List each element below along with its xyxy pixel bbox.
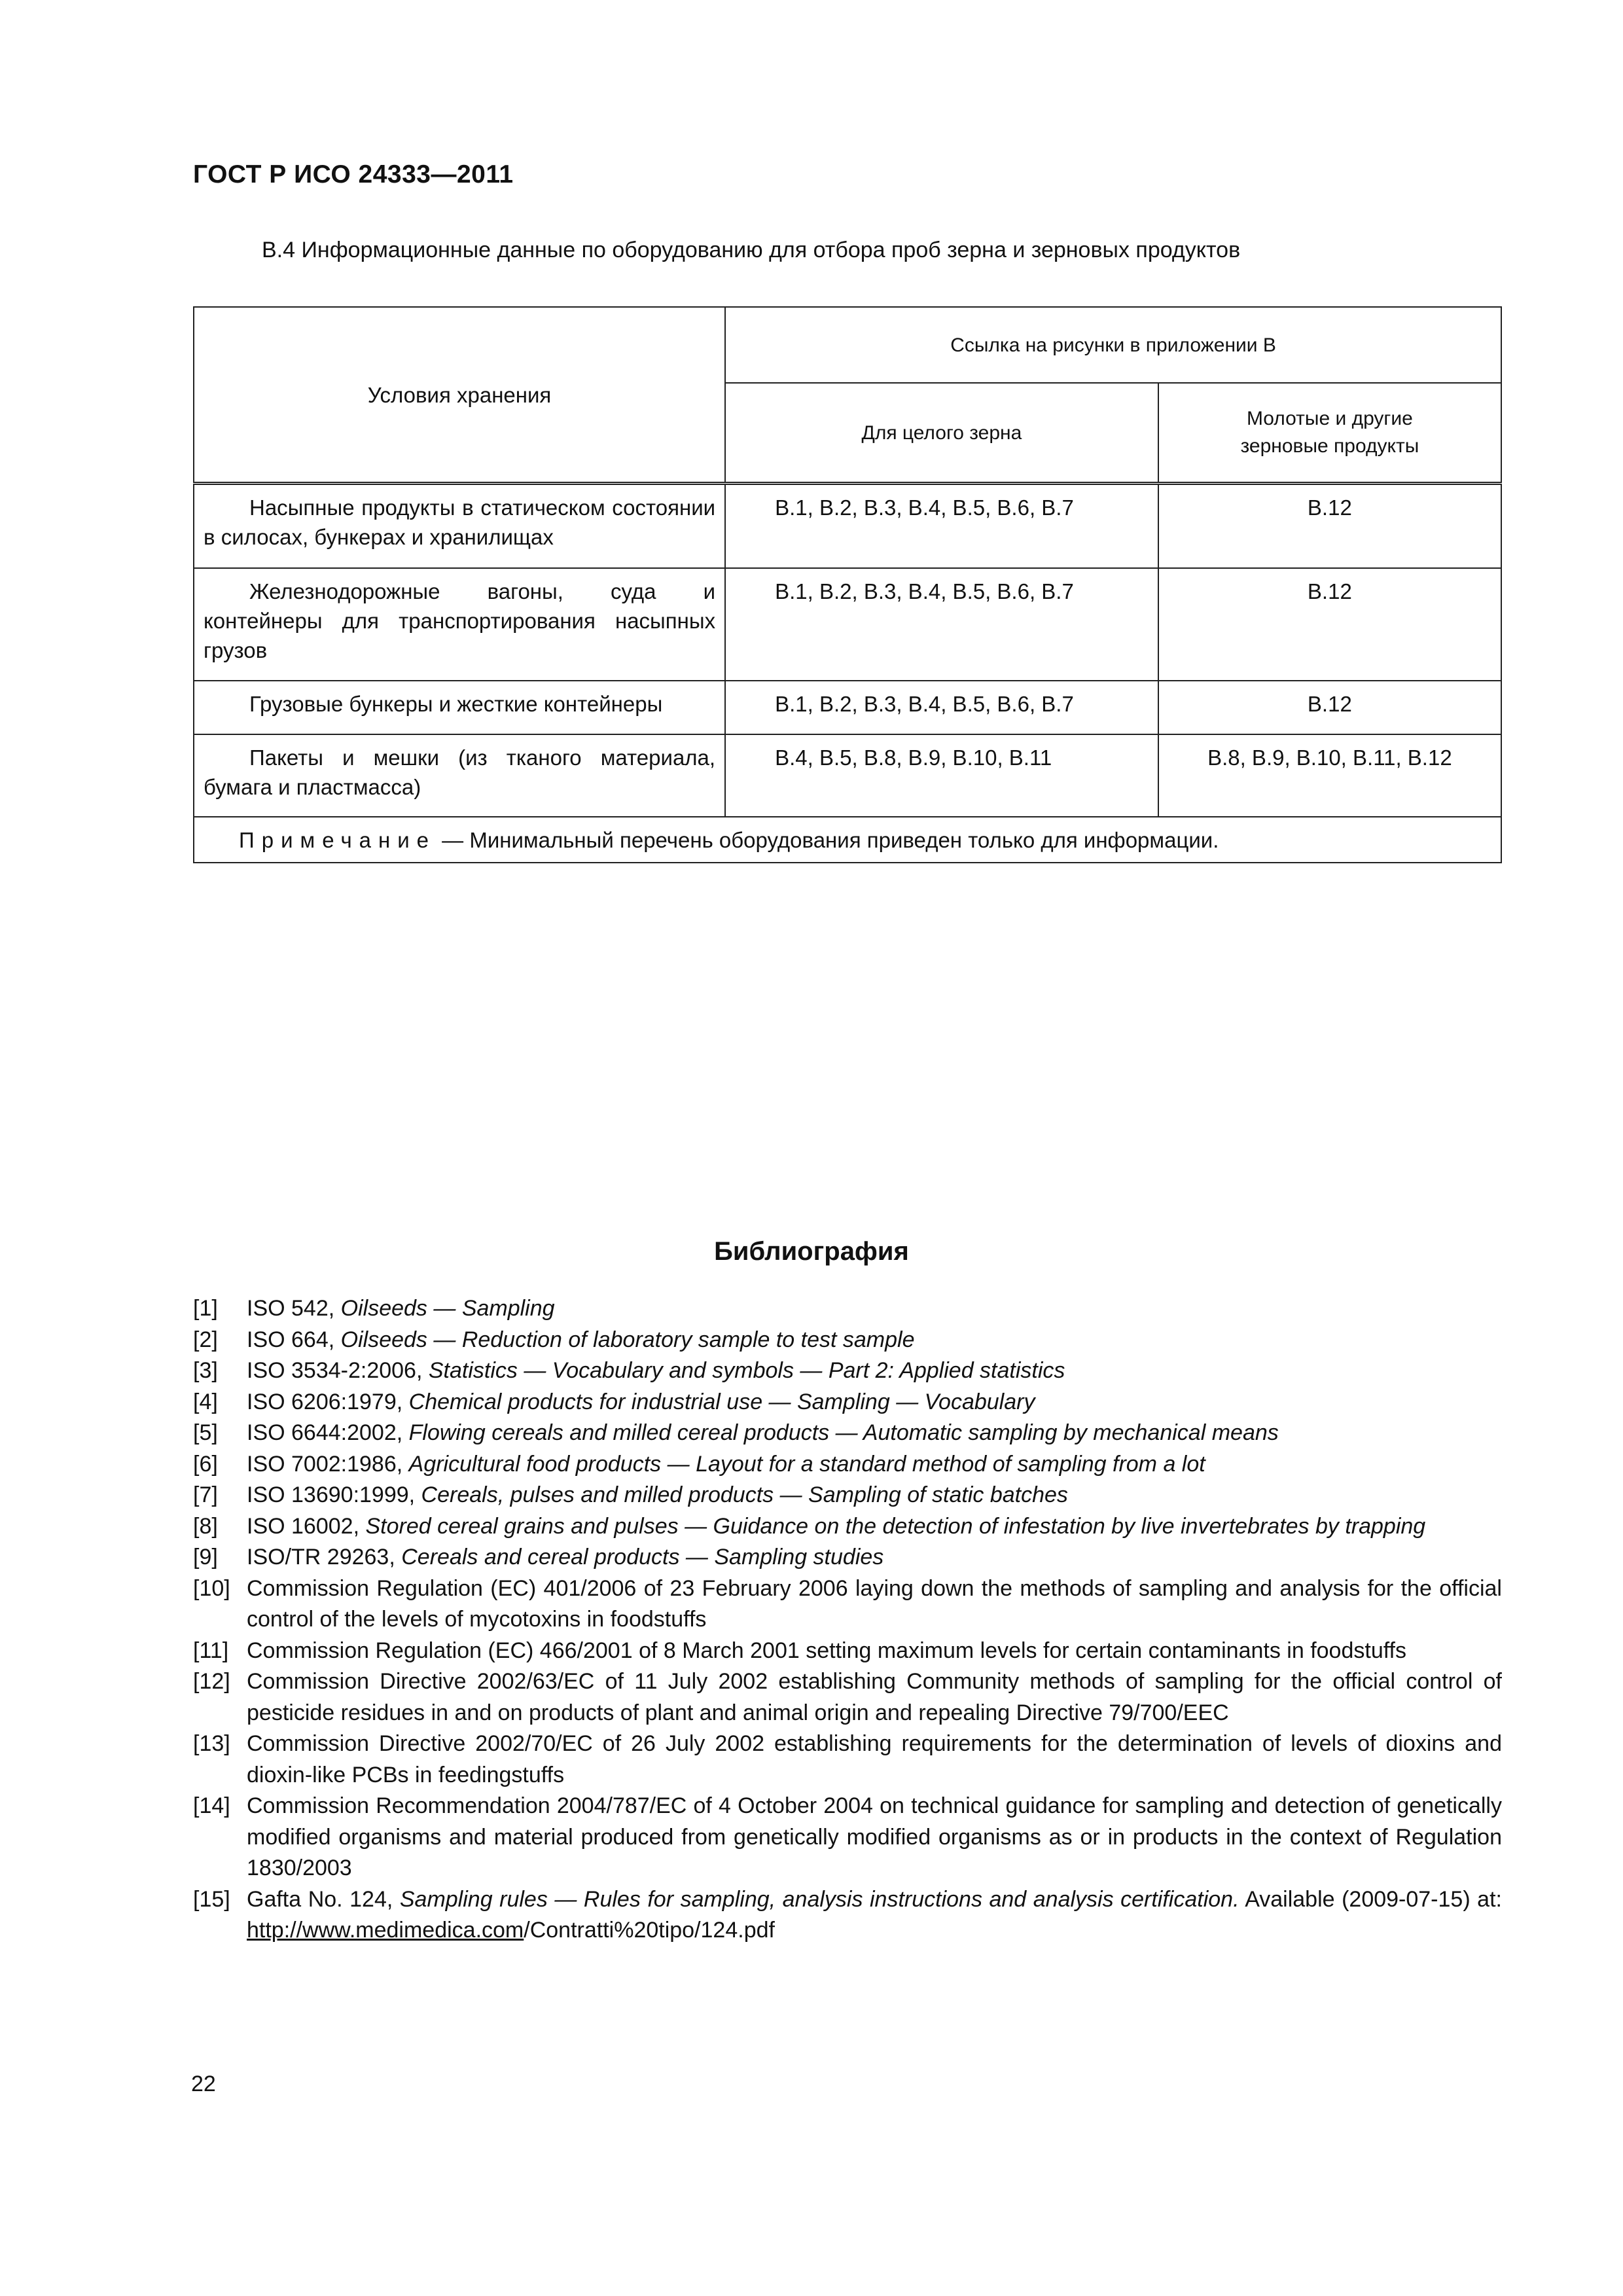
ref-number: [4] bbox=[193, 1389, 218, 1414]
ref-number: [1] bbox=[193, 1296, 218, 1321]
note-text: — Минимальный перечень оборудования приведен только для информации. bbox=[436, 828, 1219, 852]
ref-prefix: ISO 6644:2002, bbox=[247, 1420, 409, 1445]
ref-text: Commission Directive 2002/63/EC of 11 July 2002 establishing Community methods of sampling for the official control of pesticide residues in and on products of plant and animal origin and repealing Directive 79/700/EEC bbox=[247, 1669, 1502, 1725]
ref-prefix: Gafta No. 124, bbox=[247, 1886, 400, 1912]
document-header: ГОСТ Р ИСО 24333—2011 bbox=[193, 160, 514, 188]
bibliography-item bbox=[193, 1729, 1502, 1791]
ref-title: Chemical products for industrial use — Sampling — Vocabulary bbox=[408, 1389, 1035, 1414]
header-whole-grain: Для целого зерна bbox=[725, 383, 1158, 484]
ref-title: Sampling rules — Rules for sampling, analysis instructions and analysis certification. bbox=[399, 1886, 1240, 1912]
cell-whole: В.1, В.2, В.3, В.4, В.5, В.6, В.7 bbox=[725, 568, 1158, 681]
ref-title: Oilseeds — Sampling bbox=[340, 1296, 555, 1321]
ref-text bbox=[247, 1418, 1502, 1449]
bibliography-item bbox=[193, 1636, 1502, 1667]
ref-number: [5] bbox=[193, 1420, 218, 1445]
ref-text bbox=[247, 1884, 1502, 1946]
ref-title: Statistics — Vocabulary and symbols — Part 2: Applied statistics bbox=[428, 1358, 1065, 1383]
header-milled-line1: Молотые и другие bbox=[1246, 408, 1413, 429]
ref-prefix: ISO 16002, bbox=[247, 1513, 366, 1539]
ref-prefix: ISO 3534-2:2006, bbox=[247, 1358, 429, 1383]
ref-text bbox=[247, 1542, 1502, 1573]
cell-milled: В.12 bbox=[1158, 484, 1501, 569]
ref-text bbox=[247, 1325, 1502, 1356]
bibliography-item bbox=[193, 1511, 1502, 1543]
bibliography-item bbox=[193, 1791, 1502, 1884]
table-row bbox=[194, 568, 1501, 681]
ref-text: Commission Regulation (EC) 401/2006 of 23 February 2006 laying down the methods of sampling and analysis for the official control of the levels of mycotoxins in foodstuffs bbox=[247, 1575, 1502, 1632]
table-note bbox=[194, 817, 1501, 863]
ref-text: Commission Regulation (EC) 466/2001 of 8 March 2001 setting maximum levels for certain contaminants in foodstuffs bbox=[247, 1638, 1407, 1663]
bibliography-item bbox=[193, 1480, 1502, 1511]
ref-link-tail: /Contratti%20tipo/124.pdf bbox=[524, 1918, 775, 1943]
bibliography-item bbox=[193, 1355, 1502, 1387]
ref-number: [6] bbox=[193, 1451, 218, 1477]
ref-number: [15] bbox=[193, 1886, 230, 1912]
cell-condition: Железнодорожные вагоны, суда и контейнеры для транспортирования насыпных грузов bbox=[194, 568, 725, 681]
bibliography-item bbox=[193, 1293, 1502, 1325]
header-conditions: Условия хранения bbox=[194, 307, 725, 484]
cell-whole: В.4, В.5, В.8, В.9, В.10, В.11 bbox=[725, 734, 1158, 817]
cell-condition: Пакеты и мешки (из тканого материала, бумага и пластмасса) bbox=[194, 734, 725, 817]
ref-number: [13] bbox=[193, 1731, 230, 1756]
ref-number: [12] bbox=[193, 1669, 230, 1694]
ref-text bbox=[247, 1480, 1502, 1511]
bibliography-item bbox=[193, 1449, 1502, 1480]
bibliography-item bbox=[193, 1418, 1502, 1449]
header-milled-line2: зерновые продукты bbox=[1240, 435, 1419, 457]
ref-prefix: ISO 542, bbox=[247, 1296, 341, 1321]
bibliography-item bbox=[193, 1542, 1502, 1573]
cell-milled: В.8, В.9, В.10, В.11, В.12 bbox=[1158, 734, 1501, 817]
bibliography-item bbox=[193, 1325, 1502, 1356]
ref-title: Stored cereal grains and pulses — Guidance on the detection of infestation by live invertebrates by trapping bbox=[365, 1513, 1426, 1539]
bibliography-title: Библиография bbox=[714, 1237, 909, 1266]
ref-text bbox=[247, 1511, 1502, 1543]
cell-milled: В.12 bbox=[1158, 568, 1501, 681]
ref-text: Commission Directive 2002/70/EC of 26 July 2002 establishing requirements for the determination of levels of dioxins and dioxin-like PCBs in feedingstuffs bbox=[247, 1731, 1502, 1787]
ref-title: Cereals, pulses and milled products — Sampling of static batches bbox=[421, 1482, 1068, 1507]
cell-milled: В.12 bbox=[1158, 681, 1501, 734]
ref-number: [2] bbox=[193, 1327, 218, 1352]
ref-title: Oilseeds — Reduction of laboratory sample to test sample bbox=[340, 1327, 915, 1352]
cell-whole: В.1, В.2, В.3, В.4, В.5, В.6, В.7 bbox=[725, 484, 1158, 569]
cell-whole: В.1, В.2, В.3, В.4, В.5, В.6, В.7 bbox=[725, 681, 1158, 734]
ref-title: Agricultural food products — Layout for a standard method of sampling from a lot bbox=[408, 1451, 1205, 1477]
page-number: 22 bbox=[191, 2072, 216, 2096]
cell-condition: Насыпные продукты в статическом состоянии в силосах, бункерах и хранилищах bbox=[194, 484, 725, 569]
note-label: Примечание bbox=[239, 828, 437, 852]
ref-number: [3] bbox=[193, 1358, 218, 1383]
ref-text bbox=[247, 1387, 1502, 1418]
equipment-table bbox=[193, 306, 1502, 863]
table-caption: B.4 Информационные данные по оборудованию для отбора проб зерна и зерновых продуктов bbox=[262, 238, 1241, 262]
table-header-row bbox=[194, 307, 1501, 383]
ref-suffix: Available (2009-07-15) at: bbox=[1239, 1886, 1502, 1912]
ref-title: Cereals and cereal products — Sampling studies bbox=[401, 1545, 884, 1570]
header-milled-products bbox=[1158, 383, 1501, 484]
ref-text: Commission Recommendation 2004/787/EC of 4 October 2004 on technical guidance for sampling and detection of genetically modified organisms and material produced from genetically modified organisms as or in products in the context of Regulation 1830/2003 bbox=[247, 1793, 1502, 1880]
ref-number: [9] bbox=[193, 1545, 218, 1570]
ref-number: [7] bbox=[193, 1482, 218, 1507]
ref-number: [8] bbox=[193, 1513, 218, 1539]
cell-condition: Грузовые бункеры и жесткие контейнеры bbox=[194, 681, 725, 734]
bibliography-item bbox=[193, 1387, 1502, 1418]
ref-number: [14] bbox=[193, 1793, 230, 1818]
ref-text bbox=[247, 1355, 1502, 1387]
table-row bbox=[194, 484, 1501, 569]
table-note-row bbox=[194, 817, 1501, 863]
ref-text bbox=[247, 1449, 1502, 1480]
header-reference: Ссылка на рисунки в приложении В bbox=[725, 307, 1501, 383]
bibliography-item bbox=[193, 1884, 1502, 1946]
ref-prefix: ISO 7002:1986, bbox=[247, 1451, 409, 1477]
table-row bbox=[194, 734, 1501, 817]
ref-link[interactable]: http://www.medimedica.com bbox=[247, 1918, 524, 1943]
ref-prefix: ISO 13690:1999, bbox=[247, 1482, 421, 1507]
ref-number: [11] bbox=[193, 1638, 229, 1663]
ref-prefix: ISO 6206:1979, bbox=[247, 1389, 409, 1414]
bibliography-item bbox=[193, 1666, 1502, 1729]
ref-prefix: ISO/TR 29263, bbox=[247, 1545, 402, 1570]
ref-prefix: ISO 664, bbox=[247, 1327, 341, 1352]
ref-title: Flowing cereals and milled cereal products — Automatic sampling by mechanical means bbox=[408, 1420, 1279, 1445]
bibliography-item bbox=[193, 1573, 1502, 1636]
bibliography-list bbox=[193, 1293, 1502, 1946]
ref-number: [10] bbox=[193, 1575, 230, 1601]
table-row bbox=[194, 681, 1501, 734]
ref-text bbox=[247, 1293, 1502, 1325]
